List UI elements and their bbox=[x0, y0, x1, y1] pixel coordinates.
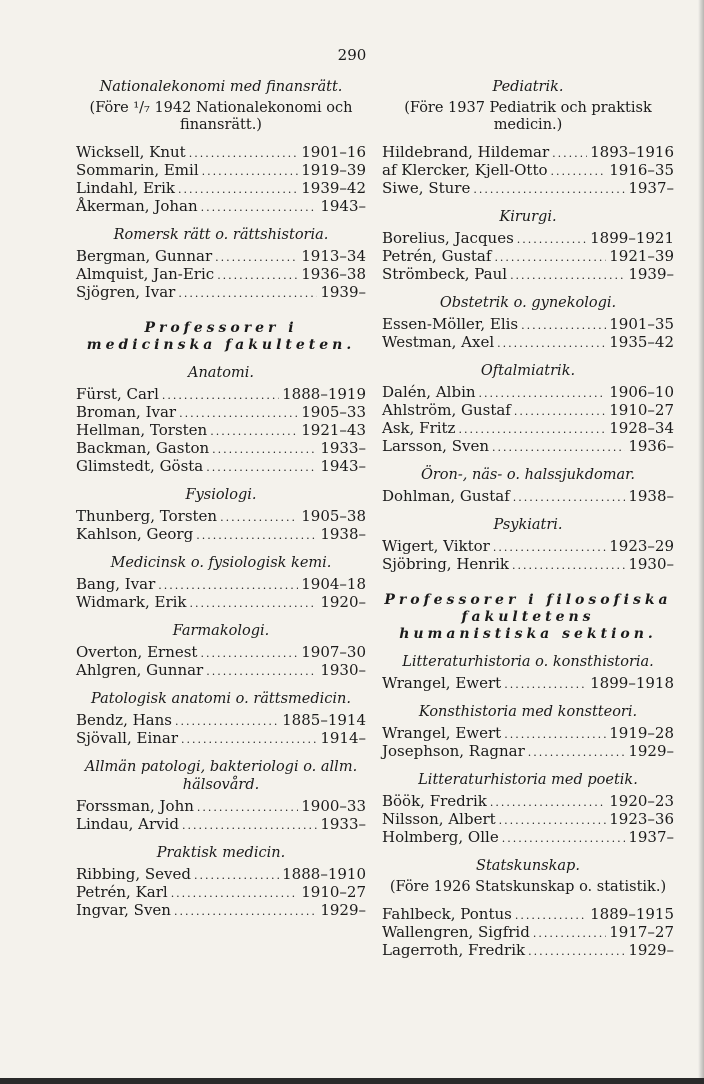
entry-name: Bang, Ivar bbox=[76, 575, 156, 593]
leader-dots bbox=[179, 405, 298, 422]
leader-dots bbox=[212, 441, 317, 458]
section-heading: Nationalekonomi med finansrätt. bbox=[99, 79, 343, 95]
list-item bbox=[382, 316, 674, 334]
entry-years: 1913–34 bbox=[301, 247, 366, 265]
entry-name: Sjövall, Einar bbox=[76, 729, 179, 747]
leader-dots bbox=[517, 231, 587, 248]
section bbox=[76, 690, 366, 748]
entry-name: Josephson, Ragnar bbox=[382, 742, 525, 760]
list-item bbox=[76, 440, 366, 458]
leader-dots bbox=[533, 925, 606, 942]
list-item bbox=[382, 538, 674, 556]
leader-dots bbox=[510, 267, 625, 284]
leader-dots bbox=[206, 459, 317, 476]
right-column bbox=[382, 78, 674, 970]
entry-years: 1936–38 bbox=[301, 265, 366, 283]
entry-name: Holmberg, Olle bbox=[382, 828, 499, 846]
section bbox=[76, 78, 366, 216]
section-heading: Litteraturhistoria med poetik. bbox=[418, 772, 638, 788]
list-item bbox=[76, 248, 366, 266]
entry-years: 1939– bbox=[320, 283, 366, 301]
entry-years: 1937– bbox=[628, 828, 674, 846]
entry-years: 1904–18 bbox=[301, 575, 366, 593]
entry-years: 1939– bbox=[628, 265, 674, 283]
leader-dots bbox=[215, 249, 298, 266]
leader-dots bbox=[473, 181, 625, 198]
leader-dots bbox=[504, 726, 606, 743]
section bbox=[76, 844, 366, 920]
list-item bbox=[382, 725, 674, 743]
section bbox=[76, 486, 366, 544]
section-heading: Psykiatri. bbox=[493, 517, 563, 533]
section-heading: Romersk rätt o. rättshistoria. bbox=[113, 227, 329, 243]
leader-dots bbox=[197, 799, 298, 816]
list-item bbox=[76, 866, 366, 884]
list-item bbox=[382, 438, 674, 456]
list-item bbox=[382, 811, 674, 829]
leader-dots bbox=[512, 557, 625, 574]
entry-name: Wicksell, Knut bbox=[76, 143, 186, 161]
leader-dots bbox=[200, 645, 298, 662]
list-item bbox=[76, 266, 366, 284]
entry-name: Petrén, Gustaf bbox=[382, 247, 492, 265]
leader-dots bbox=[513, 489, 626, 506]
leader-dots bbox=[202, 163, 299, 180]
entry-years: 1889–1915 bbox=[590, 905, 674, 923]
list-item bbox=[382, 144, 674, 162]
leader-dots bbox=[458, 421, 606, 438]
section bbox=[382, 771, 674, 847]
entry-name: Wigert, Viktor bbox=[382, 537, 490, 555]
list-item bbox=[76, 284, 366, 302]
section bbox=[76, 226, 366, 302]
page-edge-shadow bbox=[698, 0, 704, 1084]
leader-dots bbox=[194, 867, 279, 884]
entry-years: 1905–33 bbox=[301, 403, 366, 421]
section-heading: Anatomi. bbox=[187, 365, 254, 381]
entry-name: Forssman, John bbox=[76, 797, 194, 815]
entry-years: 1943– bbox=[320, 197, 366, 215]
left-faculty-sections bbox=[76, 364, 366, 920]
list-item bbox=[76, 526, 366, 544]
entry-name: Backman, Gaston bbox=[76, 439, 210, 457]
leader-dots bbox=[220, 509, 298, 526]
entry-name: Thunberg, Torsten bbox=[76, 507, 218, 525]
leader-dots bbox=[514, 403, 606, 420]
entry-years: 1933– bbox=[320, 815, 366, 833]
section-heading: Allmän patologi, bakteriologi o. allm. hälsovård. bbox=[84, 759, 358, 793]
entry-name: Hellman, Torsten bbox=[76, 421, 208, 439]
list-item bbox=[76, 902, 366, 920]
leader-dots bbox=[528, 943, 625, 960]
entry-name: Strömbeck, Paul bbox=[382, 265, 508, 283]
entry-name: Wallengren, Sigfrid bbox=[382, 923, 530, 941]
list-item bbox=[382, 162, 674, 180]
entry-name: Petrén, Karl bbox=[76, 883, 168, 901]
section-heading: Konsthistoria med konstteori. bbox=[418, 704, 638, 720]
entry-years: 1914– bbox=[320, 729, 366, 747]
entry-years: 1928–34 bbox=[609, 419, 674, 437]
entry-years: 1923–36 bbox=[609, 810, 674, 828]
left-column bbox=[76, 78, 366, 930]
entry-name: Åkerman, Johan bbox=[76, 197, 198, 215]
entry-name: Bergman, Gunnar bbox=[76, 247, 213, 265]
list-item bbox=[76, 180, 366, 198]
entry-years: 1910–27 bbox=[609, 401, 674, 419]
entry-name: Dalén, Albin bbox=[382, 383, 476, 401]
list-item bbox=[76, 576, 366, 594]
list-item bbox=[76, 404, 366, 422]
section bbox=[382, 653, 674, 693]
list-item bbox=[76, 162, 366, 180]
entry-name: Ingvar, Sven bbox=[76, 901, 171, 919]
list-item bbox=[76, 644, 366, 662]
entry-name: Glimstedt, Gösta bbox=[76, 457, 204, 475]
entry-years: 1905–38 bbox=[301, 507, 366, 525]
entry-years: 1937– bbox=[628, 179, 674, 197]
page-bottom-edge bbox=[0, 1078, 704, 1084]
list-item bbox=[382, 743, 674, 761]
section bbox=[76, 364, 366, 476]
entry-years: 1936– bbox=[628, 437, 674, 455]
section-heading: Obstetrik o. gynekologi. bbox=[439, 295, 617, 311]
leader-dots bbox=[515, 907, 587, 924]
entry-name: Almquist, Jan-Eric bbox=[76, 265, 215, 283]
list-item bbox=[382, 384, 674, 402]
entry-name: Ahlström, Gustaf bbox=[382, 401, 511, 419]
entry-name: Lagerroth, Fredrik bbox=[382, 941, 526, 959]
leader-dots bbox=[162, 387, 279, 404]
entry-name: Lindahl, Erik bbox=[76, 179, 175, 197]
leader-dots bbox=[210, 423, 298, 440]
entry-years: 1906–10 bbox=[609, 383, 674, 401]
list-item bbox=[76, 730, 366, 748]
leader-dots bbox=[175, 713, 279, 730]
list-item bbox=[76, 798, 366, 816]
list-item bbox=[382, 942, 674, 960]
entry-years: 1943– bbox=[320, 457, 366, 475]
section bbox=[382, 294, 674, 352]
entry-name: Lindau, Arvid bbox=[76, 815, 180, 833]
leader-dots bbox=[497, 335, 606, 352]
section bbox=[76, 554, 366, 612]
entry-name: Westman, Axel bbox=[382, 333, 495, 351]
faculty-heading-humanities: Professorer i filosofiska fakultetens humanistiska sektion. bbox=[384, 592, 672, 642]
entry-years: 1888–1910 bbox=[282, 865, 366, 883]
entry-years: 1938– bbox=[628, 487, 674, 505]
section bbox=[382, 78, 674, 198]
list-item bbox=[76, 662, 366, 680]
entry-name: Wrangel, Ewert bbox=[382, 674, 502, 692]
entry-years: 1929– bbox=[628, 941, 674, 959]
entry-years: 1939–42 bbox=[301, 179, 366, 197]
leader-dots bbox=[521, 317, 606, 334]
entry-name: Ask, Fritz bbox=[382, 419, 456, 437]
entry-name: Kahlson, Georg bbox=[76, 525, 194, 543]
section bbox=[382, 516, 674, 574]
entry-years: 1938– bbox=[320, 525, 366, 543]
entry-name: Wrangel, Ewert bbox=[382, 724, 502, 742]
entry-years: 1935–42 bbox=[609, 333, 674, 351]
leader-dots bbox=[189, 145, 299, 162]
entry-years: 1929– bbox=[320, 901, 366, 919]
list-item bbox=[382, 334, 674, 352]
list-item bbox=[76, 816, 366, 834]
section bbox=[76, 758, 366, 834]
entry-name: Widmark, Erik bbox=[76, 593, 187, 611]
entry-years: 1919–28 bbox=[609, 724, 674, 742]
leader-dots bbox=[490, 794, 606, 811]
entry-name: Nilsson, Albert bbox=[382, 810, 496, 828]
leader-dots bbox=[552, 145, 587, 162]
section-heading: Praktisk medicin. bbox=[156, 845, 286, 861]
leader-dots bbox=[492, 439, 625, 456]
leader-dots bbox=[174, 903, 317, 920]
section-heading: Patologisk anatomi o. rättsmedicin. bbox=[91, 691, 351, 707]
list-item bbox=[76, 144, 366, 162]
entry-name: Sjögren, Ivar bbox=[76, 283, 176, 301]
list-item bbox=[76, 198, 366, 216]
list-item bbox=[382, 420, 674, 438]
leader-dots bbox=[182, 817, 317, 834]
entry-years: 1910–27 bbox=[301, 883, 366, 901]
entry-name: Böök, Fredrik bbox=[382, 792, 487, 810]
list-item bbox=[382, 556, 674, 574]
entry-name: Bendz, Hans bbox=[76, 711, 172, 729]
section-heading: Medicinsk o. fysiologisk kemi. bbox=[110, 555, 332, 571]
leader-dots bbox=[178, 285, 317, 302]
list-item bbox=[382, 402, 674, 420]
entry-years: 1899–1921 bbox=[590, 229, 674, 247]
section-note: (Före ¹/₇ 1942 Nationalekonomi och finansrätt.) bbox=[89, 100, 353, 133]
list-item bbox=[382, 906, 674, 924]
entry-name: Essen-Möller, Elis bbox=[382, 315, 519, 333]
entry-years: 1929– bbox=[628, 742, 674, 760]
entry-years: 1885–1914 bbox=[282, 711, 366, 729]
list-item bbox=[382, 248, 674, 266]
list-item bbox=[76, 422, 366, 440]
entry-name: Siwe, Sture bbox=[382, 179, 471, 197]
leader-dots bbox=[494, 249, 606, 266]
leader-dots bbox=[551, 163, 607, 180]
section-note: (Före 1937 Pediatrik och praktisk medicin.) bbox=[404, 100, 652, 133]
section-heading: Pediatrik. bbox=[492, 79, 564, 95]
leader-dots bbox=[171, 885, 299, 902]
entry-name: Fürst, Carl bbox=[76, 385, 159, 403]
list-item bbox=[382, 675, 674, 693]
entry-years: 1920– bbox=[320, 593, 366, 611]
list-item bbox=[382, 924, 674, 942]
entry-name: af Klercker, Kjell-Otto bbox=[382, 161, 548, 179]
section-heading: Öron-, näs- o. halssjukdomar. bbox=[420, 467, 636, 483]
entry-years: 1921–43 bbox=[301, 421, 366, 439]
entry-years: 1933– bbox=[320, 439, 366, 457]
faculty-heading-medicine: Professorer i medicinska fakulteten. bbox=[86, 320, 356, 353]
left-sections bbox=[76, 78, 366, 302]
entry-name: Sommarin, Emil bbox=[76, 161, 199, 179]
right-sections bbox=[382, 78, 674, 574]
entry-name: Sjöbring, Henrik bbox=[382, 555, 510, 573]
leader-dots bbox=[196, 527, 317, 544]
entry-years: 1899–1918 bbox=[590, 674, 674, 692]
entry-name: Ribbing, Seved bbox=[76, 865, 191, 883]
entry-years: 1919–39 bbox=[301, 161, 366, 179]
list-item bbox=[382, 488, 674, 506]
leader-dots bbox=[178, 181, 298, 198]
list-item bbox=[382, 266, 674, 284]
leader-dots bbox=[479, 385, 607, 402]
leader-dots bbox=[493, 539, 606, 556]
section-heading: Farmakologi. bbox=[172, 623, 270, 639]
entry-name: Ahlgren, Gunnar bbox=[76, 661, 204, 679]
list-item bbox=[382, 793, 674, 811]
entry-years: 1893–1916 bbox=[590, 143, 674, 161]
entry-years: 1917–27 bbox=[609, 923, 674, 941]
section-heading: Litteraturhistoria o. konsthistoria. bbox=[402, 654, 654, 670]
list-item bbox=[382, 829, 674, 847]
section bbox=[382, 703, 674, 761]
section bbox=[382, 857, 674, 960]
section bbox=[382, 362, 674, 456]
section bbox=[382, 208, 674, 284]
list-item bbox=[76, 386, 366, 404]
page-number: 290 bbox=[337, 46, 367, 64]
section bbox=[382, 466, 674, 506]
entry-name: Hildebrand, Hildemar bbox=[382, 143, 550, 161]
list-item bbox=[382, 180, 674, 198]
entry-years: 1901–35 bbox=[609, 315, 674, 333]
entry-name: Broman, Ivar bbox=[76, 403, 177, 421]
entry-years: 1907–30 bbox=[301, 643, 366, 661]
entry-years: 1930– bbox=[628, 555, 674, 573]
entry-name: Borelius, Jacques bbox=[382, 229, 514, 247]
leader-dots bbox=[206, 663, 317, 680]
entry-name: Overton, Ernest bbox=[76, 643, 198, 661]
entry-years: 1930– bbox=[320, 661, 366, 679]
leader-dots bbox=[158, 577, 298, 594]
entry-years: 1921–39 bbox=[609, 247, 674, 265]
entry-years: 1923–29 bbox=[609, 537, 674, 555]
leader-dots bbox=[504, 676, 587, 693]
section bbox=[76, 622, 366, 680]
list-item bbox=[382, 230, 674, 248]
entry-years: 1900–33 bbox=[301, 797, 366, 815]
leader-dots bbox=[499, 812, 607, 829]
section-note: (Före 1926 Statskunskap o. statistik.) bbox=[389, 879, 667, 895]
section-heading: Statskunskap. bbox=[476, 858, 580, 874]
right-faculty-sections bbox=[382, 653, 674, 960]
leader-dots bbox=[217, 267, 298, 284]
leader-dots bbox=[190, 595, 318, 612]
entry-years: 1920–23 bbox=[609, 792, 674, 810]
leader-dots bbox=[502, 830, 626, 847]
list-item bbox=[76, 884, 366, 902]
section-heading: Oftalmiatrik. bbox=[480, 363, 576, 379]
list-item bbox=[76, 508, 366, 526]
entry-name: Larsson, Sven bbox=[382, 437, 489, 455]
entry-name: Fahlbeck, Pontus bbox=[382, 905, 512, 923]
leader-dots bbox=[528, 744, 626, 761]
list-item bbox=[76, 594, 366, 612]
list-item bbox=[76, 458, 366, 476]
leader-dots bbox=[201, 199, 318, 216]
entry-years: 1916–35 bbox=[609, 161, 674, 179]
entry-years: 1888–1919 bbox=[282, 385, 366, 403]
list-item bbox=[76, 712, 366, 730]
leader-dots bbox=[181, 731, 317, 748]
entry-name: Dohlman, Gustaf bbox=[382, 487, 510, 505]
entry-years: 1901–16 bbox=[301, 143, 366, 161]
section-heading: Fysiologi. bbox=[185, 487, 257, 503]
section-heading: Kirurgi. bbox=[499, 209, 557, 225]
